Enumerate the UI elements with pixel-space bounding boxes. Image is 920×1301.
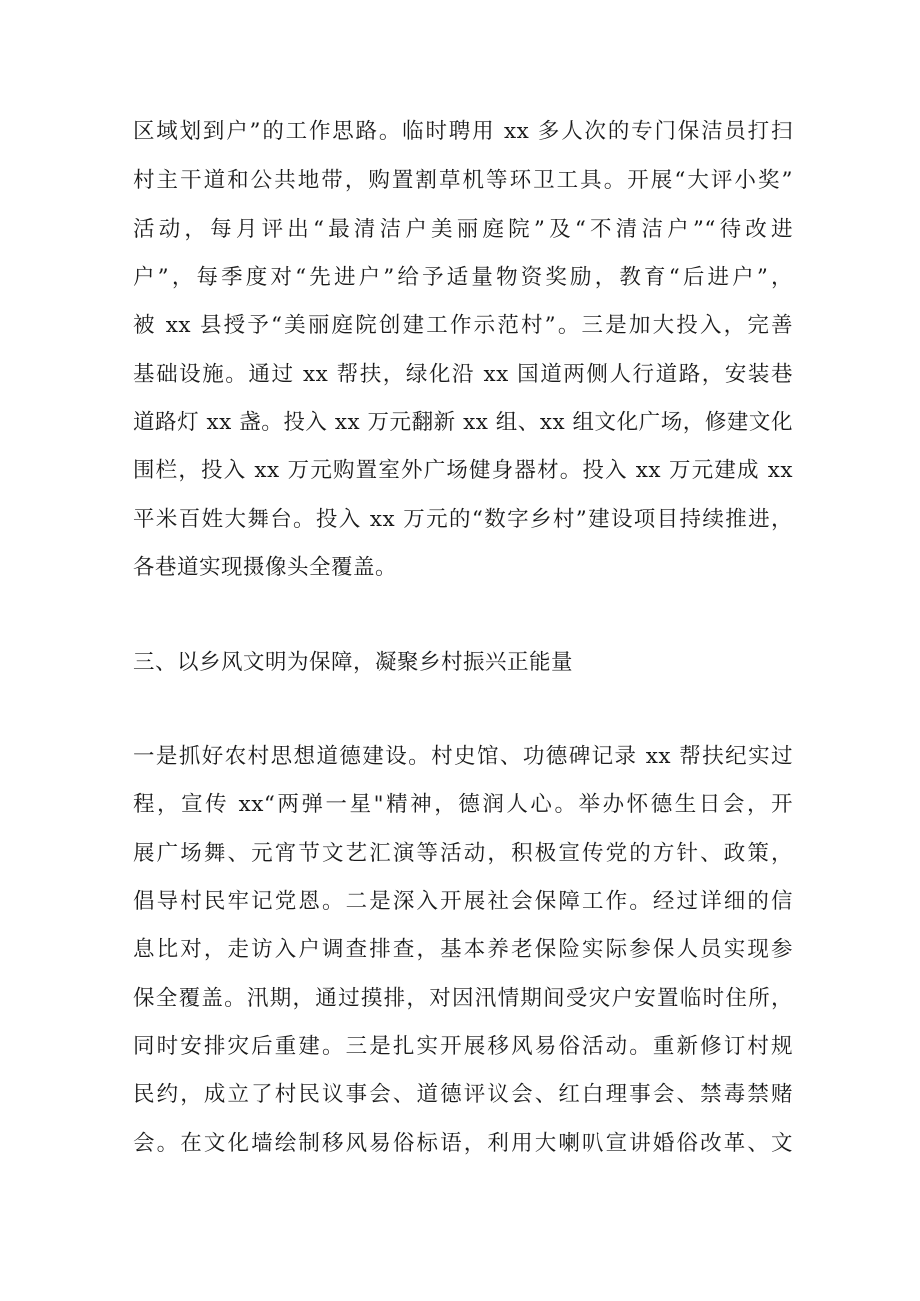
paragraph-line: 户”，每季度对“先进户”给予适量物资奖励，教育“后进户”， bbox=[133, 265, 793, 290]
paragraph-line: 区域划到户”的工作思路。临时聘用 xx 多人次的专门保洁员打扫 bbox=[133, 119, 793, 144]
paragraph-line: 息比对，走访入户调查排查，基本养老保险实际参保人员实现参 bbox=[133, 937, 793, 962]
paragraph-line: 会。在文化墙绘制移风易俗标语，利用大喇叭宣讲婚俗改革、文 bbox=[133, 1131, 793, 1156]
paragraph-line: 村主干道和公共地带，购置割草机等环卫工具。开展“大评小奖” bbox=[133, 168, 793, 193]
section-heading: 三、以乡风文明为保障，凝聚乡村振兴正能量 bbox=[133, 650, 574, 675]
paragraph-line: 道路灯 xx 盏。投入 xx 万元翻新 xx 组、xx 组文化广场，修建文化 bbox=[133, 410, 793, 435]
paragraph-line: 展广场舞、元宵节文艺汇演等活动，积极宣传党的方针、政策， bbox=[133, 841, 793, 866]
paragraph-line: 活动，每月评出“最清洁户美丽庭院”及“不清洁户”“待改进 bbox=[133, 217, 793, 242]
paragraph-line: 保全覆盖。汛期，通过摸排，对因汛情期间受灾户安置临时住所， bbox=[133, 986, 793, 1011]
paragraph-line: 倡导村民牢记党恩。二是深入开展社会保障工作。经过详细的信 bbox=[133, 889, 793, 914]
paragraph-line: 平米百姓大舞台。投入 xx 万元的“数字乡村”建设项目持续推进， bbox=[133, 507, 793, 532]
paragraph-line: 民约，成立了村民议事会、道德评议会、红白理事会、禁毒禁赌 bbox=[133, 1082, 793, 1107]
paragraph-line: 同时安排灾后重建。三是扎实开展移风易俗活动。重新修订村规 bbox=[133, 1034, 793, 1059]
paragraph-line: 一是抓好农村思想道德建设。村史馆、功德碑记录 xx 帮扶纪实过 bbox=[133, 744, 793, 769]
paragraph-line: 程，宣传 xx“两弹一星"精神，德润人心。举办怀德生日会，开 bbox=[133, 792, 793, 817]
paragraph-line: 基础设施。通过 xx 帮扶，绿化沿 xx 国道两侧人行道路，安装巷 bbox=[133, 362, 793, 387]
paragraph-line: 被 xx 县授予“美丽庭院创建工作示范村”。三是加大投入，完善 bbox=[133, 313, 793, 338]
paragraph-line: 各巷道实现摄像头全覆盖。 bbox=[133, 555, 398, 580]
paragraph-line: 围栏，投入 xx 万元购置室外广场健身器材。投入 xx 万元建成 xx bbox=[133, 458, 793, 483]
